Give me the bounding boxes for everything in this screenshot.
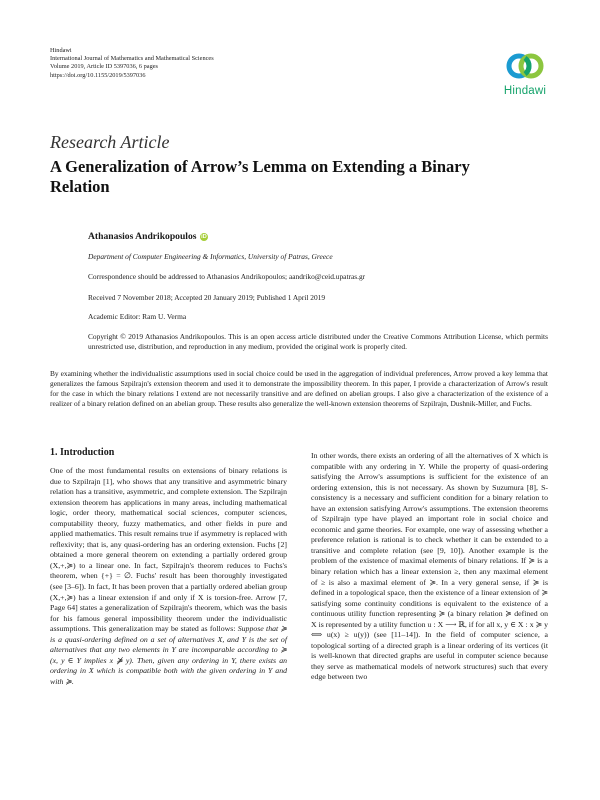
article-type: Research Article (50, 132, 170, 152)
correspondence: Correspondence should be addressed to Athanasios Andrikopoulos; aandriko@ceid.upatras.gr (88, 272, 366, 281)
intro-paragraph-left (50, 466, 287, 687)
journal-header (50, 47, 214, 80)
hindawi-logo[interactable] (497, 49, 553, 97)
abstract: By examining whether the individualistic assumptions used in social choice could be used in the aggregation of individual preferences, Arrow proved a key lemma that generalizes the famous Szpilrajn's extension theorem and used it to demonstrate the impossibility theorem. In this paper, I provide a characterization of Arrow's result for the case in which the binary relations I extend are not necessarily transitive and are defined on abelian groups. I also give a characterization of the existence of a realizer of a binary relation defined on an abelian group. These results also generalize the well-known extension theorems of Szpilrajn, Dushnik-Miller, and Fuchs. (50, 369, 548, 408)
logo-wordmark: Hindawi (503, 85, 547, 97)
intro-text-left: One of the most fundamental results on extensions of binary relations is due to Szpilrajn [1], who shows that any transitive and asymmetric binary relation has a transitive, asymmetric, and complete extension. The Szpilrajn extension theorem has applications in many areas, including mathematical logic, order theory, mathematical social sciences, computer sciences, computability theory, fuzzy mathematics, and other fields in pure and applied mathematics. This result remains true if asymmetry is replaced with reflexivity; that is, any quasi-ordering has an ordering extension. Fuchs [2] obtained a more general theorem on extending a partially ordered group (X,+,≽) to a linear one. In fact, Szpilrajn's theorem reduces to Fuchs's theorem, when {+} = ∅. Fuchs' result has been thoroughly investigated (see [3–6]). In fact, It has been proven that a partially ordered abelian group (X,+,≽) has a linear extension if and only if X is torsion-free. Arrow [7, Page 64] states a generalization of Szpilrajn's theorem, which was the basis for his famous general impossibility theorem under the individualistic assumptions. This generalization may be stated as follows: (50, 466, 287, 634)
author-name[interactable]: Athanasios Andrikopoulos (88, 231, 197, 242)
orcid-icon[interactable]: iD (201, 234, 207, 240)
publication-dates: Received 7 November 2018; Accepted 20 January 2019; Published 1 April 2019 (88, 293, 326, 302)
volume-info: Volume 2019, Article ID 5397036, 6 pages (50, 63, 158, 71)
article-title: A Generalization of Arrow’s Lemma on Extending a Binary Relation (50, 157, 470, 196)
hindawi-rings-logo-icon (505, 49, 545, 83)
arrow-lemma-statement: Suppose that ≽ is a quasi-ordering defined on a set of alternatives X, and Y is the set of alternatives that any two elements in Y are incomparable according to ≽ (x, y ∈ Y implies x ⋡ y). Then, given any ordering in Y, there exists an ordering in X which is compatible both with the given ordering in Y and with ≽. (50, 624, 287, 686)
section-heading-introduction: 1. Introduction (50, 447, 115, 458)
intro-paragraph-right: In other words, there exists an ordering of all the alternatives of X which is compatible with any ordering in Y. While the property of quasi-ordering satisfying the Arrow's assumptions is sufficient for the existence of an ordering extension, this is not necessary. As shown by Suzumura [8], S-consistency is a necessary and sufficient condition for a binary relation to have an extension satisfying Arrow's assumptions. The extension theorems of Szpilrajn type have played an important role in social choice and economic and game theories. For example, one way of assessing whether a preference relation is rational is to check whether it can be extended to a transitive and complete relation (see [9, 10]). Another example is the problem of the existence of maximal elements of binary relations. If ≽ is a binary relation which has a linear extension ≥, then any maximal element of ≥ is also a maximal element of ≽. In a very general sense, if ≽ is defined in a topological space, then the existence of a linear extension of ≽ satisfying some continuity conditions is equivalent to the existence of a continuous utility function representing ≽ (a binary relation ≽ defined on X is represented by a utility function u : X ⟶ ℝ, if for all x, y ∈ X : x ≽ y ⟺ u(x) ≥ u(y)) (see [11–14]). In the field of computer science, a topological sorting of a directed graph is a linear ordering of its vertices (it is well-known that directed graphs are useful in computer science because they serve as mathematical models of network structures) such that every edge between two (311, 451, 548, 682)
left-column (50, 466, 287, 687)
academic-editor: Academic Editor: Ram U. Verma (88, 312, 187, 321)
journal-name: International Journal of Mathematics and Mathematical Sciences (50, 55, 214, 63)
right-column (311, 451, 548, 683)
affiliation: Department of Computer Engineering & Informatics, University of Patras, Greece (88, 252, 333, 261)
doi-link[interactable]: https://doi.org/10.1155/2019/5397036 (50, 71, 146, 79)
publisher-line: Hindawi (50, 47, 72, 54)
copyright-notice: Copyright © 2019 Athanasios Andrikopoulos. This is an open access article distributed under the Creative Commons Attribution License, which permits unrestricted use, distribution, and reproduction in any medium, provided the original work is properly cited. (88, 332, 548, 351)
author-line (88, 232, 548, 242)
